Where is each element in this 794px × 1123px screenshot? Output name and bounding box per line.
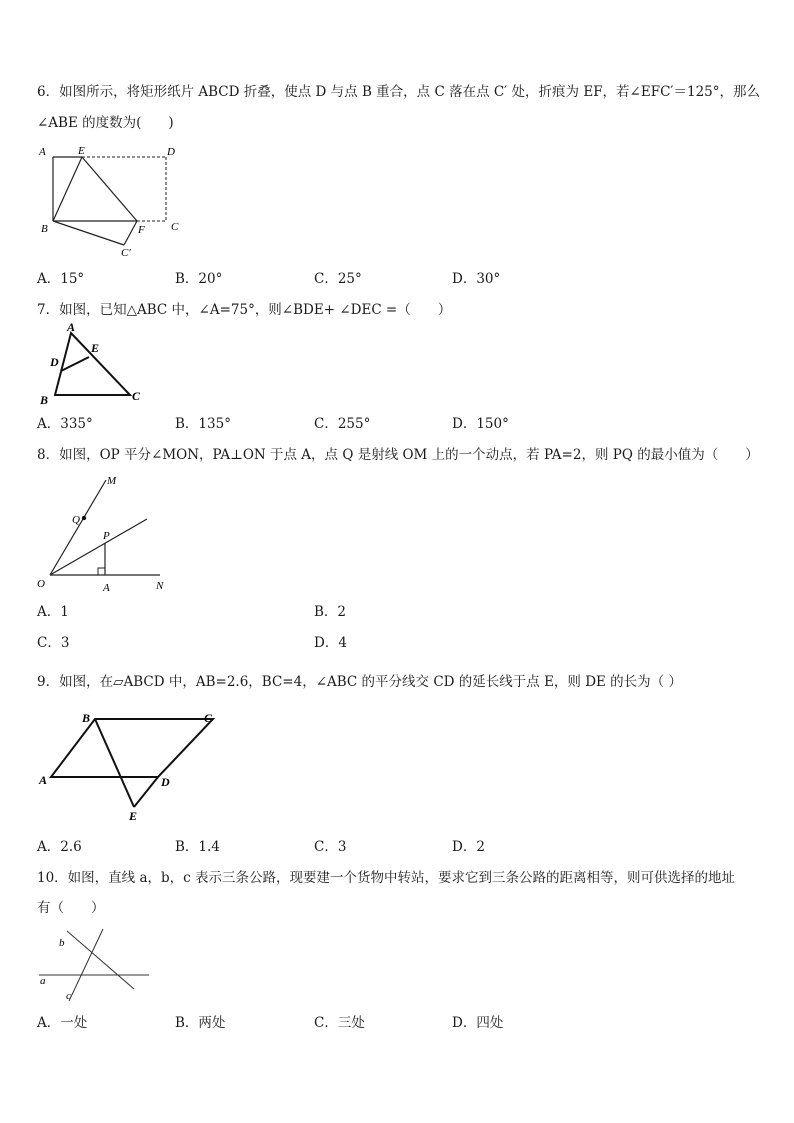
q8-figure-angle-bisector [32,470,182,595]
q6-label-Cprime: C′ [121,247,131,259]
q6-label-A: A [39,146,46,158]
q9-label-E: E [129,809,138,823]
q8-label-Q: Q [72,514,80,526]
q10-label-b: b [59,937,65,949]
q10-label-c: c [66,990,71,1002]
q8-option-b[interactable]: B．2 [314,604,347,620]
q10-figure-three-lines [35,925,155,1005]
q9-label-C: C [204,711,213,725]
q6-option-a[interactable]: A．15° [37,271,85,287]
q9-stem-line1: 9．如图，在▱ABCD 中，AB=2.6，BC=4，∠ABC 的平分线交 CD 的延长线于点 E，则 DE 的长为（ ） [37,674,682,690]
q7-label-D: D [50,355,59,369]
q6-label-B: B [41,223,48,235]
q6-option-b[interactable]: B．20° [175,271,223,287]
q6-stem-line2: ∠ABE 的度数为( ) [37,115,174,131]
q9-label-A: A [39,773,48,787]
q6-label-F: F [138,224,145,236]
q7-option-b[interactable]: B．135° [175,416,231,432]
q10-stem-line1: 10．如图，直线 a，b，c 表示三条公路，现要建一个货物中转站，要求它到三条公路的距离相等，则可供选择的地址 [37,870,736,886]
q10-option-d[interactable]: D．四处 [452,1015,504,1031]
q10-option-c[interactable]: C．三处 [314,1015,365,1031]
q7-figure-triangle [35,320,155,405]
q10-stem-line2: 有（ ） [37,900,105,916]
q8-option-c[interactable]: C．3 [37,635,70,651]
q6-label-C: C [171,221,179,233]
q10-option-a[interactable]: A．一处 [37,1015,88,1031]
q10-label-a: a [40,975,46,987]
q9-option-d[interactable]: D．2 [452,839,485,855]
q7-label-E: E [91,341,100,355]
q6-option-c[interactable]: C．25° [314,271,362,287]
q7-label-B: B [40,393,49,405]
q7-label-A: A [67,320,76,334]
q10-option-b[interactable]: B．两处 [175,1015,226,1031]
q9-option-c[interactable]: C．3 [314,839,347,855]
q7-option-d[interactable]: D．150° [452,416,509,432]
q6-option-d[interactable]: D．30° [452,271,501,287]
q8-option-a[interactable]: A．1 [37,604,69,620]
q9-label-D: D [161,775,170,789]
q8-label-O: O [37,578,45,590]
q7-option-a[interactable]: A．335° [37,416,93,432]
q7-label-C: C [132,389,141,403]
q6-figure-rectangle-fold [30,140,200,265]
q8-label-A: A [103,582,110,594]
q8-label-M: M [107,475,117,487]
q8-label-N: N [156,580,164,592]
q6-stem-line1: 6．如图所示，将矩形纸片 ABCD 折叠，使点 D 与点 B 重合，点 C 落在点 C′ 处，折痕为 EF，若∠EFC′＝125°，那么 [37,84,761,100]
q9-option-b[interactable]: B．1.4 [175,839,220,855]
q9-label-B: B [82,711,91,725]
q9-option-a[interactable]: A．2.6 [37,839,82,855]
q8-stem-line1: 8．如图，OP 平分∠MON，PA⊥ON 于点 A，点 Q 是射线 OM 上的一个动点，若 PA=2，则 PQ 的最小值为（ ） [37,447,759,463]
q8-label-P: P [103,530,110,542]
q8-option-d[interactable]: D．4 [314,635,347,651]
q6-label-D: D [167,146,175,158]
q9-figure-parallelogram [35,705,225,825]
q7-stem-line1: 7．如图，已知△ABC 中，∠A=75°，则∠BDE+ ∠DEC =（ ） [37,302,452,318]
q6-label-E: E [78,145,85,157]
q7-option-c[interactable]: C．255° [314,416,371,432]
